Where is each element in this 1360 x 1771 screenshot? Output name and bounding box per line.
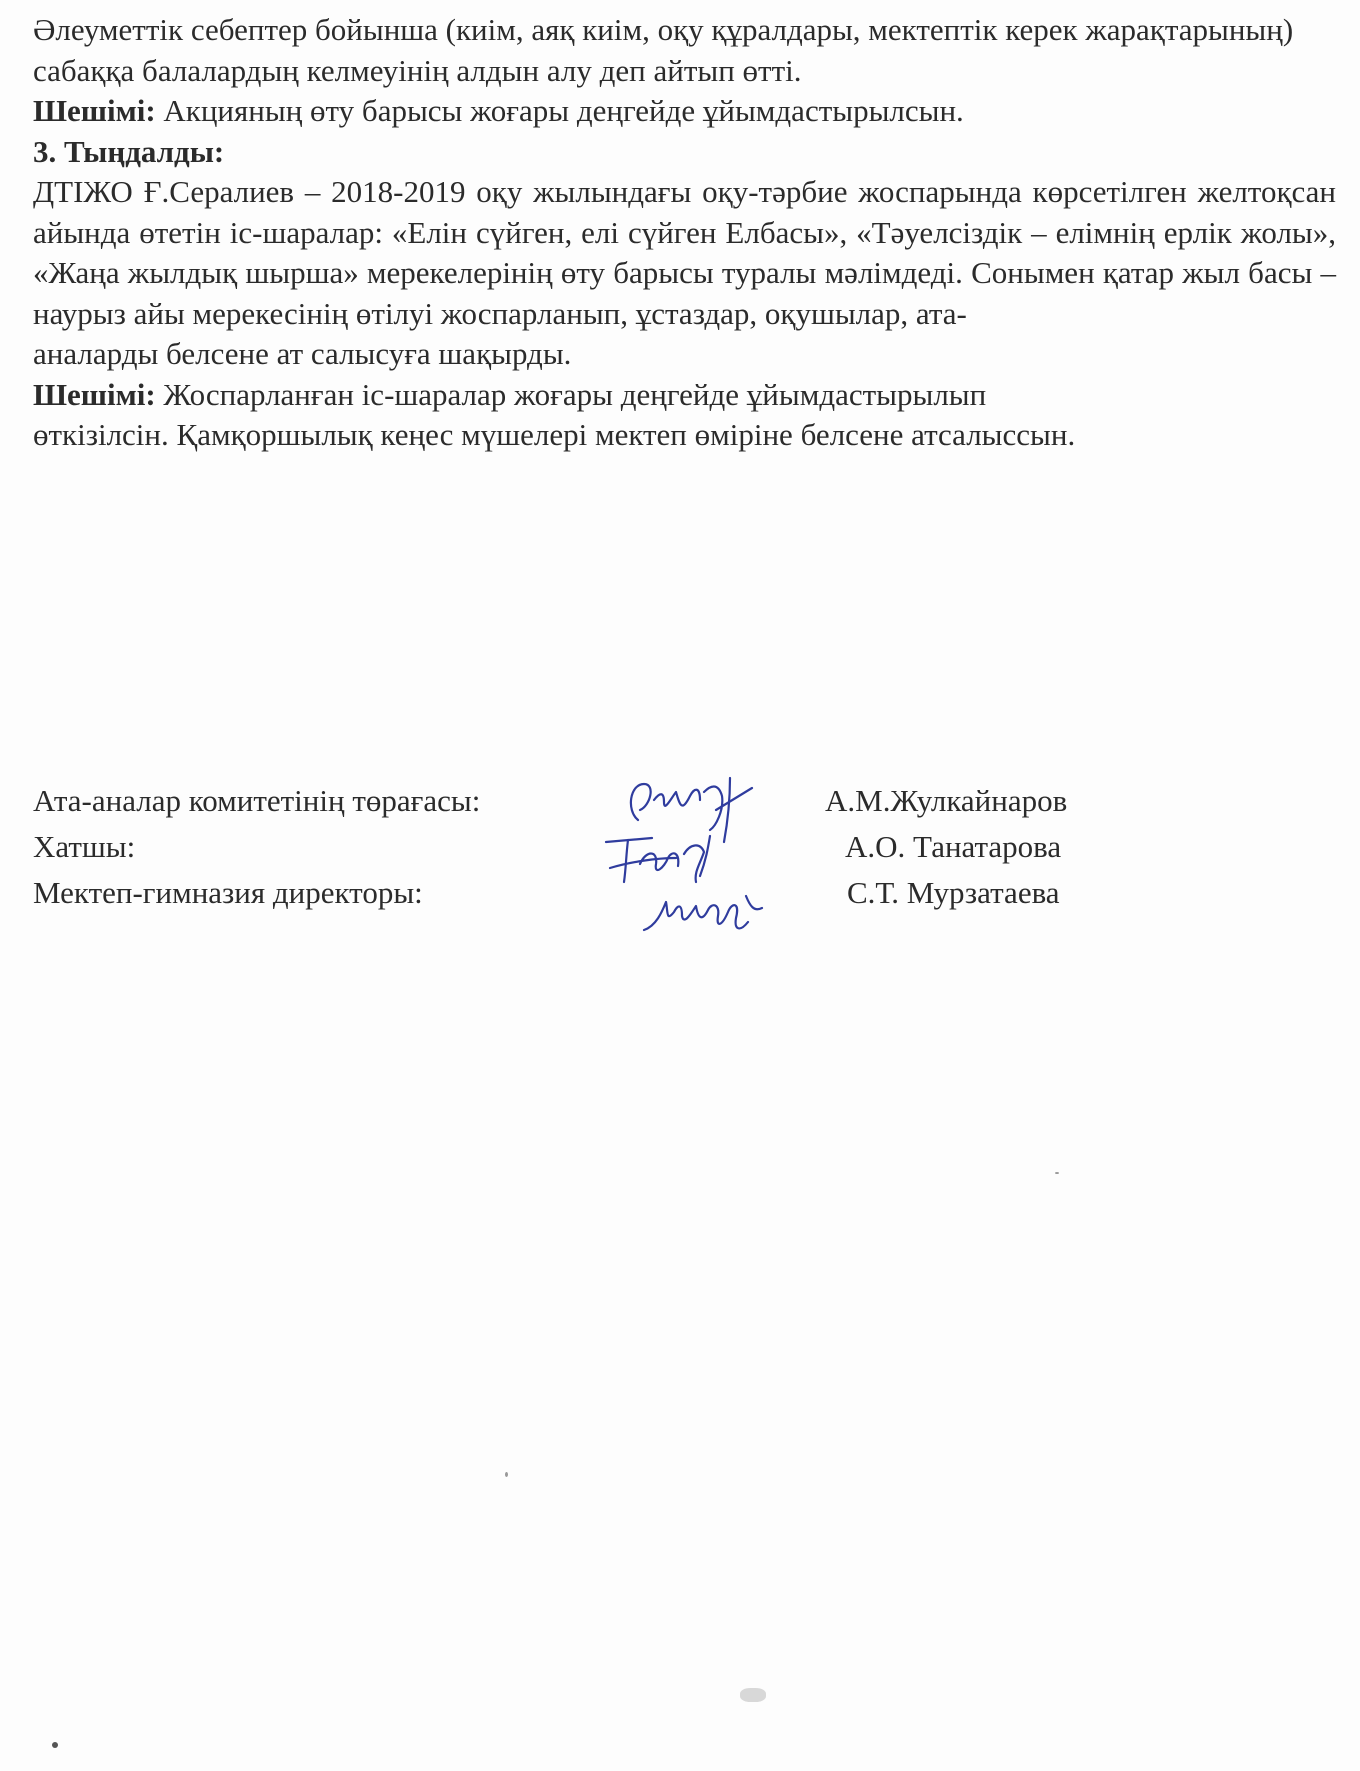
scan-speck: [1055, 1172, 1059, 1174]
signature-role-director: Мектеп-гимназия директоры:: [33, 875, 423, 910]
decision-1-text: Акцияның өту барысы жоғары деңгейде ұйымдастырылсын.: [163, 93, 964, 128]
section-3-heading-text: 3. Тыңдалды:: [33, 133, 225, 169]
signature-role-secretary: Хатшы:: [33, 829, 136, 864]
paragraph-social-reasons: [33, 10, 1336, 91]
decision-2-text: Жоспарланған іс-шаралар жоғары деңгейде ұйымдастырылып: [163, 376, 987, 412]
signature-secretary-mark: [600, 828, 730, 888]
decision-2-end-text: өткізілсін. Қамқоршылық кеңес мүшелері мектеп өміріне белсене атсалыссын.: [33, 417, 1076, 452]
paragraph-report: [33, 172, 1336, 334]
paragraph-report-text: ДТІЖО Ғ.Сералиев – 2018-2019 оқу жылындағы оқу-тәрбие жоспарында көрсетілген желтоқсан айында өтетін іс-шаралар: «Елін сүйген, елі сүйген Елбасы», «Тәуелсіздік – елімнің ерлік жолы», «Жаңа жылдық шырша» мерекелерінің өту барысы туралы мәлімдеді. Сонымен қатар жыл басы – наурыз айы мерекесінің өтілуі жоспарланып, ұстаздар, оқушылар, ата-: [33, 174, 1336, 331]
signature-role-chair: Ата-аналар комитетінің төрағасы:: [33, 783, 481, 818]
decision-2: [33, 375, 1336, 416]
decision-1-label: Шешімі:: [33, 93, 156, 128]
signature-name-secretary: А.О. Танатарова: [845, 829, 1062, 864]
decision-1: [33, 91, 1336, 132]
decision-2-label: Шешімі:: [33, 376, 156, 412]
signature-director-mark: [636, 882, 776, 942]
paragraph-social-reasons-text: Әлеуметтік себептер бойынша (киім, аяқ киім, оқу құралдары, мектептік керек жарақтарының) сабаққа балалардың келмеуінің алдын алу деп айтып өтті.: [33, 12, 1294, 88]
scan-speck: [52, 1742, 58, 1748]
section-3-heading: [33, 132, 1336, 173]
paragraph-report-end-text: аналарды белсене ат салысуға шақырды.: [33, 336, 572, 371]
document-body: [33, 10, 1336, 456]
scan-speck: [505, 1472, 508, 1477]
decision-2-end: [33, 415, 1336, 456]
scan-smudge: [740, 1688, 766, 1702]
signature-name-director: С.Т. Мурзатаева: [847, 875, 1060, 910]
paragraph-report-end: [33, 334, 1336, 375]
signature-name-chair: А.М.Жулкайнаров: [825, 783, 1068, 818]
